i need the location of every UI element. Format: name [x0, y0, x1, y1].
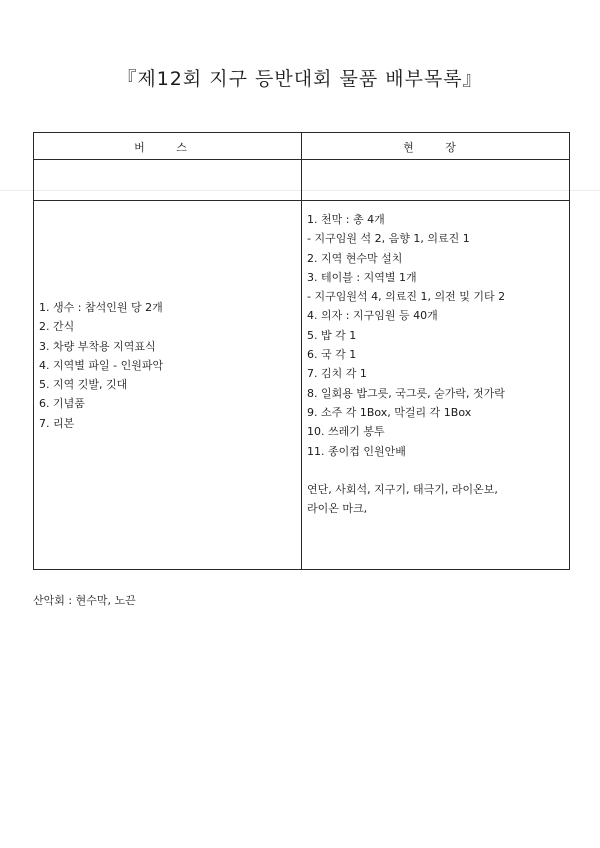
list-item: 10. 쓰레기 봉투 [307, 425, 385, 439]
list-spacer [307, 461, 505, 480]
list-item: 6. 국 각 1 [307, 348, 357, 362]
footnote: 산악회 : 현수막, 노끈 [33, 594, 136, 607]
list-item: 11. 종이컵 인원안배 [307, 444, 406, 458]
list-item: 2. 지역 현수막 설치 [307, 251, 403, 265]
empty-row-divider [34, 200, 569, 201]
distribution-table [33, 132, 570, 570]
list-item: 3. 차량 부착용 지역표식 [39, 339, 156, 353]
list-item: 4. 의자 : 지구임원 등 40개 [307, 309, 438, 323]
list-item: 7. 김치 각 1 [307, 367, 367, 381]
list-item: 5. 지역 깃발, 깃대 [39, 378, 128, 392]
header-site: 현 장 [403, 141, 470, 154]
document-title: 『제12회 지구 등반대회 물품 배부목록』 [117, 68, 483, 90]
list-item: 1. 생수 : 참석인원 당 2개 [39, 301, 163, 314]
list-item: - 지구임원 석 2, 음향 1, 의료진 1 [307, 232, 470, 246]
site-item-list [307, 210, 505, 519]
list-item: 연단, 사회석, 지구기, 태극기, 라이온보, [307, 483, 498, 497]
list-item: 라이온 마크, [307, 502, 368, 516]
list-item: 8. 일회용 밥그릇, 국그릇, 숟가락, 젓가락 [307, 386, 505, 400]
column-divider [301, 133, 302, 569]
bus-item-list [39, 298, 163, 433]
list-item: - 지구임원석 4, 의료진 1, 의전 및 기타 2 [307, 290, 506, 304]
list-item: 1. 천막 : 총 4개 [307, 213, 385, 226]
list-item: 5. 밥 각 1 [307, 328, 357, 342]
list-item: 9. 소주 각 1Box, 막걸리 각 1Box [307, 405, 472, 419]
list-item: 2. 간식 [39, 320, 75, 334]
header-row-divider [34, 159, 569, 160]
list-item: 7. 리본 [39, 416, 75, 430]
list-item: 3. 테이블 : 지역별 1개 [307, 270, 417, 284]
header-bus: 버 스 [134, 141, 201, 154]
list-item: 6. 기념품 [39, 397, 85, 411]
list-item: 4. 지역별 파일 - 인원파악 [39, 358, 164, 372]
